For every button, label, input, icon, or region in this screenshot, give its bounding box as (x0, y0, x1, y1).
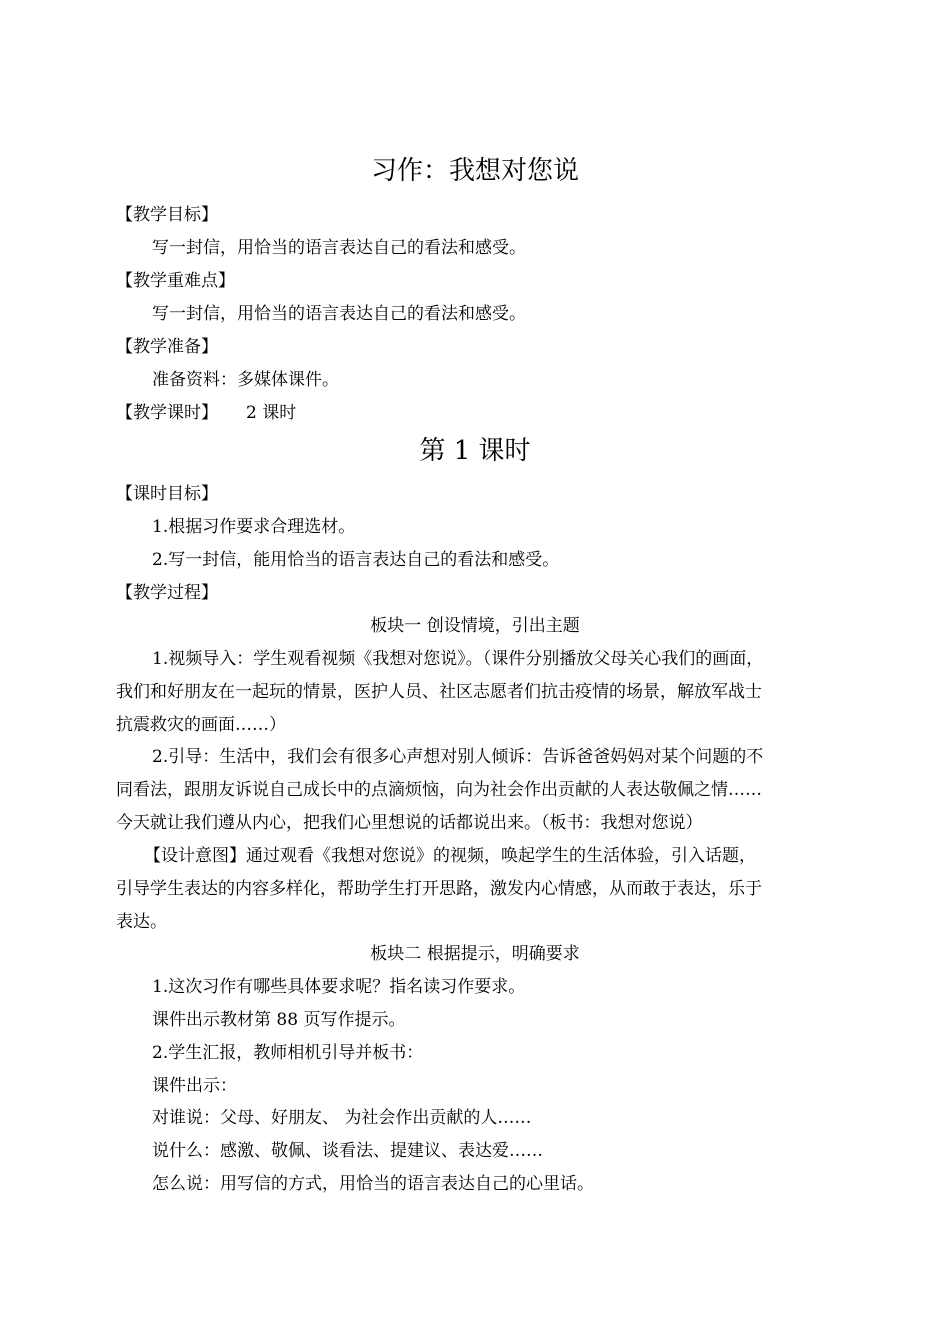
block2-line: 对谁说：父母、好朋友、 为社会作出贡献的人…… (152, 1108, 532, 1128)
block1-p1-line: 1.视频导入：学生观看视频《我想对您说》。（课件分别播放父母关心我们的画面， (152, 649, 764, 669)
key-points-text: 写一封信，用恰当的语言表达自己的看法和感受。 (152, 304, 526, 324)
goal-text: 写一封信，用恰当的语言表达自己的看法和感受。 (152, 238, 526, 258)
prep-heading: 【教学准备】 (116, 337, 218, 357)
design-intent-line: 【设计意图】通过观看《我想对您说》的视频，唤起学生的生活体验，引入话题， (144, 846, 756, 866)
lesson-goal-item: 2.写一封信，能用恰当的语言表达自己的看法和感受。 (152, 550, 560, 570)
block1-p2-line: 今天就让我们遵从内心，把我们心里想说的话都说出来。（板书：我想对您说） (116, 813, 703, 833)
goal-heading: 【教学目标】 (116, 205, 218, 225)
block2-line: 课件出示： (152, 1076, 237, 1096)
design-intent-line: 表达。 (116, 912, 167, 932)
block2-line: 课件出示教材第 88 页写作提示。 (152, 1010, 406, 1030)
process-heading: 【教学过程】 (116, 583, 218, 603)
block1-p2-line: 同看法，跟朋友诉说自己成长中的点滴烦恼，向为社会作出贡献的人表达敬佩之情…… (116, 780, 762, 800)
block2-line: 1.这次习作有哪些具体要求呢？指名读习作要求。 (152, 977, 526, 997)
page-title: 习作：我想对您说 (370, 156, 579, 186)
block1-title: 板块一 创设情境，引出主题 (370, 616, 580, 636)
block2-line: 说什么：感激、敬佩、谈看法、提建议、表达爱…… (152, 1141, 543, 1161)
block2-line: 怎么说：用写信的方式，用恰当的语言表达自己的心里话。 (152, 1174, 594, 1194)
prep-text: 准备资料：多媒体课件。 (152, 370, 339, 390)
periods-heading: 【教学课时】 (116, 403, 218, 423)
block1-p2-line: 2.引导：生活中，我们会有很多心声想对别人倾诉：告诉爸爸妈妈对某个问题的不 (152, 747, 764, 767)
periods-value: 2 课时 (246, 403, 297, 423)
lesson-goal-item: 1.根据习作要求合理选材。 (152, 517, 356, 537)
lesson-goals-heading: 【课时目标】 (116, 484, 218, 504)
key-points-heading: 【教学重难点】 (116, 271, 235, 291)
block2-title: 板块二 根据提示，明确要求 (370, 944, 580, 964)
lesson-title: 第 1 课时 (419, 436, 531, 466)
block2-line: 2.学生汇报，教师相机引导并板书： (152, 1043, 424, 1063)
design-intent-line: 引导学生表达的内容多样化，帮助学生打开思路，激发内心情感，从而敢于表达，乐于 (116, 879, 762, 899)
block1-p1-line: 抗震救灾的画面……） (116, 715, 286, 735)
block1-p1-line: 我们和好朋友在一起玩的情景，医护人员、社区志愿者们抗击疫情的场景，解放军战士 (116, 682, 762, 702)
